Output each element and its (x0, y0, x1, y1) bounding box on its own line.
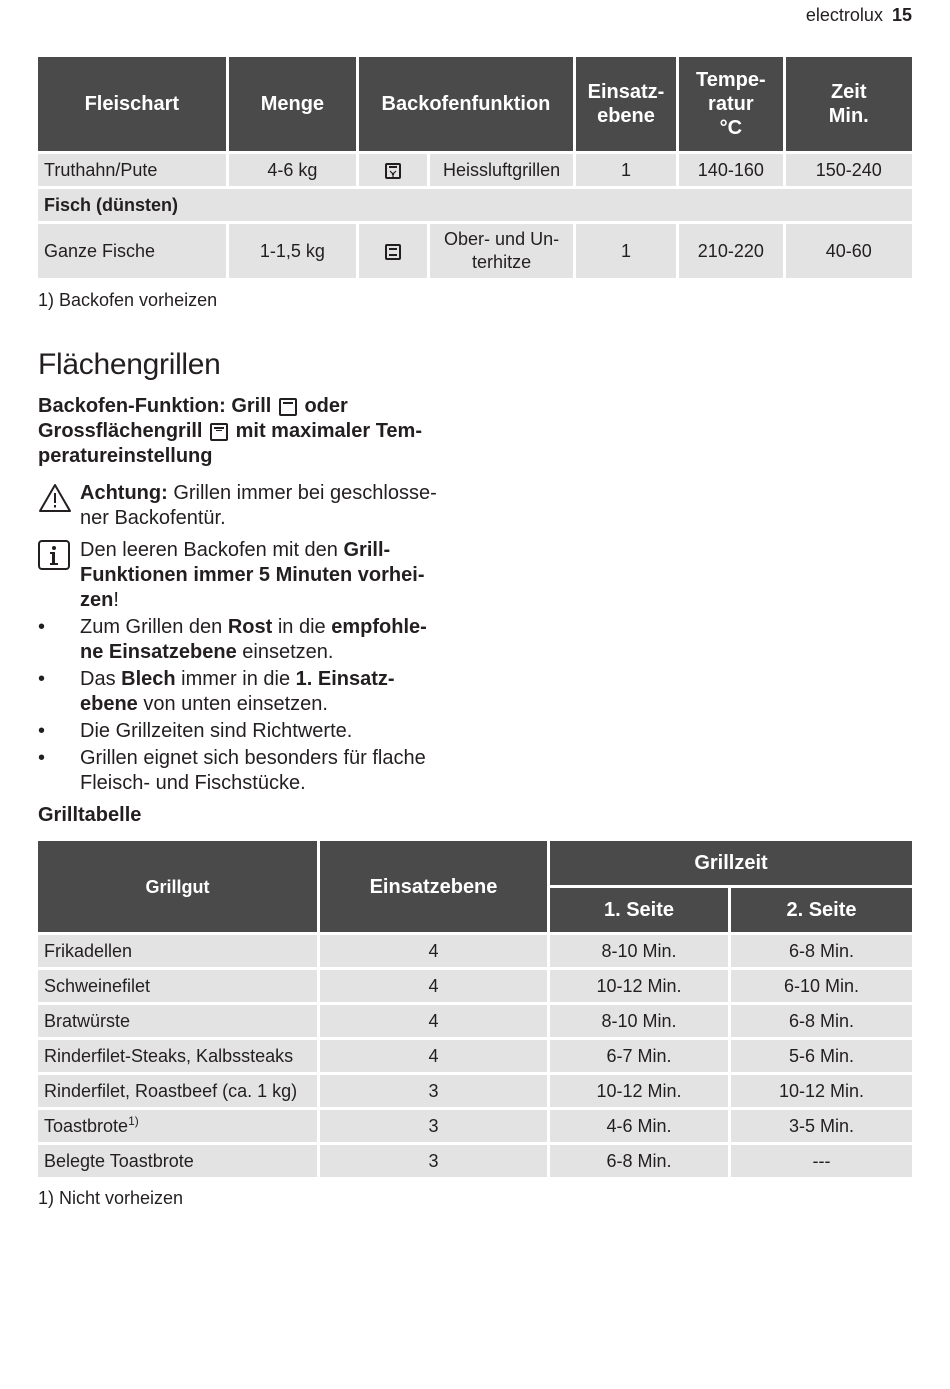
brand-name: electrolux (805, 5, 883, 25)
cell-seite2: 6-8 Min. (731, 935, 912, 967)
cell-seite2: 6-10 Min. (731, 970, 912, 1002)
cell-ebene: 4 (320, 1040, 547, 1072)
warning-label: Achtung: (80, 482, 168, 504)
cell-grillgut: Rinderfilet-Steaks, Kalbssteaks (38, 1040, 317, 1072)
cell-seite2: 10-12 Min. (731, 1075, 912, 1107)
list-item: • Zum Grillen den Rost in die empfohle- ne Einsatzebene einsetzen. (38, 616, 427, 663)
cell-seite1: 4-6 Min. (550, 1110, 728, 1142)
cell-menge: 1-1,5 kg (229, 224, 356, 278)
cell-temperatur: 140-160 (679, 154, 782, 186)
warning-note (38, 481, 468, 533)
cell-menge: 4-6 kg (229, 154, 356, 186)
header-grillzeit: Grillzeit (550, 841, 912, 885)
top-bottom-heat-icon (385, 244, 401, 260)
footnote-marker: 1) (128, 1113, 139, 1128)
header-seite2: 2. Seite (731, 888, 912, 932)
table-row (38, 1040, 912, 1072)
list-item: • Grillen eignet sich besonders für flache Fleisch- und Fischstücke. (38, 747, 426, 794)
cell-grillgut: Bratwürste (38, 1005, 317, 1037)
table-row (38, 970, 912, 1002)
cell-temperatur: 210-220 (679, 224, 782, 278)
cell-seite1: 10-12 Min. (550, 1075, 728, 1107)
info-icon (38, 540, 70, 570)
cell-ebene: 1 (576, 224, 676, 278)
table-row (38, 1110, 912, 1142)
cell-grillgut: Schweinefilet (38, 970, 317, 1002)
cell-seite1: 8-10 Min. (550, 1005, 728, 1037)
header-menge: Menge (229, 57, 356, 151)
warning-text: Grillen immer bei geschlosse- ner Backofentür. (80, 482, 437, 529)
table-section-row (38, 189, 912, 221)
cell-ebene: 3 (320, 1075, 547, 1107)
table-row (38, 935, 912, 967)
cell-grillgut: Rinderfilet, Roastbeef (ca. 1 kg) (38, 1075, 317, 1107)
section-subtitle: Backofen-Funktion: Grill oder Grossflächengrill mit maximaler Tem- peratureinstellung (38, 395, 422, 467)
meat-table-footnote: 1) Backofen vorheizen (38, 290, 218, 310)
info-text: Den leeren Backofen mit den Grill- Funktionen immer 5 Minuten vorhei- zen! (80, 539, 425, 611)
info-note (38, 538, 468, 616)
grill-table-header-row (38, 841, 912, 885)
grill-icon (279, 398, 297, 416)
header-backofenfunktion: Backofenfunktion (359, 57, 573, 151)
cell-ebene: 4 (320, 1005, 547, 1037)
section-label: Fisch (dünsten) (38, 189, 912, 221)
header-einsatzebene: Einsatz- ebene (576, 57, 676, 151)
meat-table-header-row (38, 57, 912, 151)
page-number: 15 (891, 5, 912, 25)
cell-ebene: 1 (576, 154, 676, 186)
cell-seite2: 6-8 Min. (731, 1005, 912, 1037)
header-grillgut: Grillgut (38, 841, 317, 932)
cell-grillgut: Toastbrote$^{1)}$ (38, 1110, 317, 1142)
header-fleischart: Fleischart (38, 57, 226, 151)
cell-grillgut: Belegte Toastbrote (38, 1145, 317, 1177)
cell-funktion: Heissluftgrillen (430, 154, 572, 186)
table-row (38, 224, 912, 278)
cell-fleischart: Truthahn/Pute (38, 154, 226, 186)
cell-funktion: Ober- und Un- terhitze (430, 224, 572, 278)
cell-seite2: 5-6 Min. (731, 1040, 912, 1072)
cell-ebene: 3 (320, 1110, 547, 1142)
cell-icon (359, 154, 427, 186)
page-header (806, 5, 912, 26)
cell-seite2: --- (731, 1145, 912, 1177)
grill-table-title: Grilltabelle (38, 804, 142, 826)
table-row (38, 154, 912, 186)
header-zeit: Zeit Min. (786, 57, 912, 151)
cell-grillgut: Frikadellen (38, 935, 317, 967)
grill-table-footnote: 1) Nicht vorheizen (38, 1188, 184, 1208)
meat-table (35, 54, 915, 281)
large-grill-icon (210, 423, 228, 441)
cell-seite1: 6-7 Min. (550, 1040, 728, 1072)
header-temperatur: Tempe- ratur °C (679, 57, 782, 151)
cell-seite2: 3-5 Min. (731, 1110, 912, 1142)
warning-icon (38, 483, 72, 513)
cell-seite1: 10-12 Min. (550, 970, 728, 1002)
fan-grill-icon (385, 163, 401, 179)
grill-table (35, 838, 915, 1180)
header-einsatzebene: Einsatzebene (320, 841, 547, 932)
cell-icon (359, 224, 427, 278)
cell-ebene: 3 (320, 1145, 547, 1177)
list-item: • Die Grillzeiten sind Richtwerte. (38, 720, 353, 742)
cell-seite1: 6-8 Min. (550, 1145, 728, 1177)
cell-ebene: 4 (320, 970, 547, 1002)
table-row (38, 1005, 912, 1037)
cell-fleischart: Ganze Fische (38, 224, 226, 278)
cell-seite1: 8-10 Min. (550, 935, 728, 967)
list-item: • Das Blech immer in die 1. Einsatz- ebene von unten einsetzen. (38, 668, 395, 715)
header-seite1: 1. Seite (550, 888, 728, 932)
cell-ebene: 4 (320, 935, 547, 967)
cell-zeit: 150-240 (786, 154, 912, 186)
table-row (38, 1075, 912, 1107)
table-row (38, 1145, 912, 1177)
cell-zeit: 40-60 (786, 224, 912, 278)
section-title: Flächengrillen (38, 348, 221, 381)
